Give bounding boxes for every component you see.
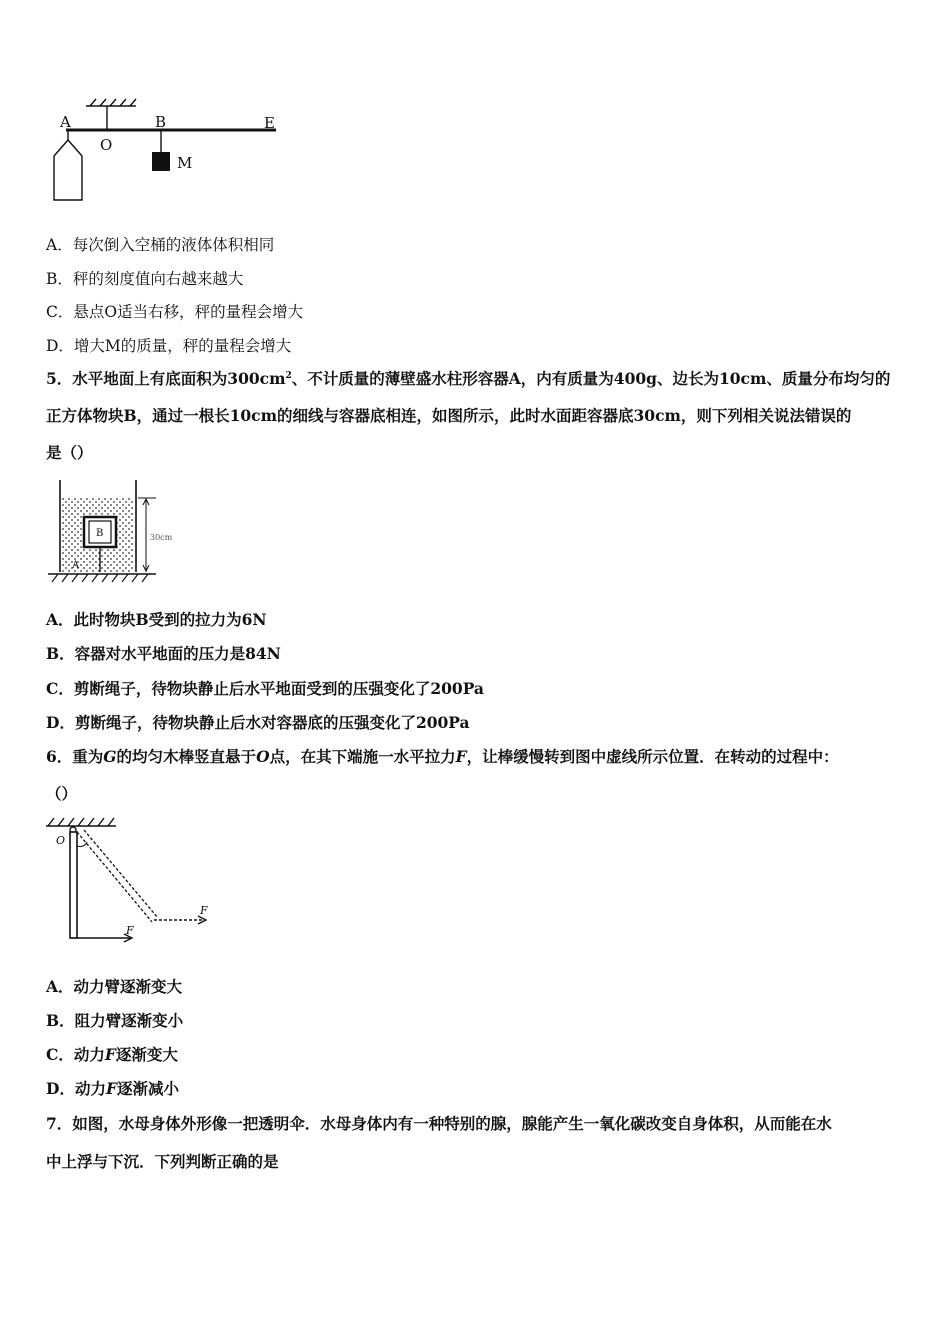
q4-option-c: C．悬点O适当右移，秤的量程会增大 bbox=[46, 303, 304, 321]
q4-option-b: B．秤的刻度值向右越来越大 bbox=[46, 270, 244, 288]
q5-stem-line1: 5．水平地面上有底面积为$300cm^2$、不计质量的薄壁盛水柱形容器A，内有质量为400g、边长为10cm、质量分布均匀的 bbox=[46, 369, 891, 388]
q6-option-d: D．动力F逐渐减小 bbox=[46, 1079, 179, 1098]
label-m: M bbox=[177, 154, 193, 172]
rod-figure bbox=[40, 812, 220, 952]
q5-option-c: C．剪断绳子，待物块静止后水平地面受到的压强变化了200Pa bbox=[46, 679, 484, 698]
q5-option-a: A．此时物块B受到的拉力为6N bbox=[46, 610, 267, 629]
label-container-a: A bbox=[72, 560, 80, 571]
q6-option-c: C．动力F逐渐变大 bbox=[46, 1045, 178, 1064]
q6-stem-line1: 6．重为G的均匀木棒竖直悬于O点，在其下端施一水平拉力F，让棒缓慢转到图中虚线所示位置．在转动的过程中： bbox=[46, 747, 839, 766]
lever-figure bbox=[40, 96, 290, 208]
q4-option-a: A．每次倒入空桶的液体体积相同 bbox=[46, 236, 275, 254]
label-b: B bbox=[155, 113, 167, 131]
q5-option-b: B．容器对水平地面的压力是84N bbox=[46, 644, 281, 663]
q7-stem-line1: 7．如图，水母身体外形像一把透明伞．水母身体内有一种特别的腺，腺能产生一氧化碳改变自身体积，从而能在水 bbox=[46, 1114, 832, 1133]
label-e: E bbox=[264, 114, 275, 132]
q6-option-a: A．动力臂逐渐变大 bbox=[46, 977, 183, 996]
q6-stem-line2: （） bbox=[46, 784, 78, 803]
label-a: A bbox=[60, 113, 71, 131]
label-o: O bbox=[56, 834, 66, 847]
label-f2: F bbox=[200, 904, 208, 917]
q5-stem-line3: 是（） bbox=[46, 443, 93, 462]
q7-stem-line2: 中上浮与下沉．下列判断正确的是 bbox=[46, 1152, 279, 1171]
q4-option-d: D．增大M的质量，秤的量程会增大 bbox=[46, 337, 292, 355]
label-o: O bbox=[100, 136, 113, 154]
q5-option-d: D．剪断绳子，待物块静止后水对容器底的压强变化了200Pa bbox=[46, 713, 470, 732]
label-30cm: 30cm bbox=[150, 533, 173, 542]
label-block-b: B bbox=[96, 528, 104, 539]
q5-stem-line2: 正方体物块B，通过一根长10cm的细线与容器底相连，如图所示，此时水面距容器底30cm，则下列相关说法错误的 bbox=[46, 406, 852, 425]
label-f1: F bbox=[126, 924, 134, 937]
container-figure bbox=[40, 470, 190, 588]
q6-option-b: B．阻力臂逐渐变小 bbox=[46, 1011, 184, 1030]
